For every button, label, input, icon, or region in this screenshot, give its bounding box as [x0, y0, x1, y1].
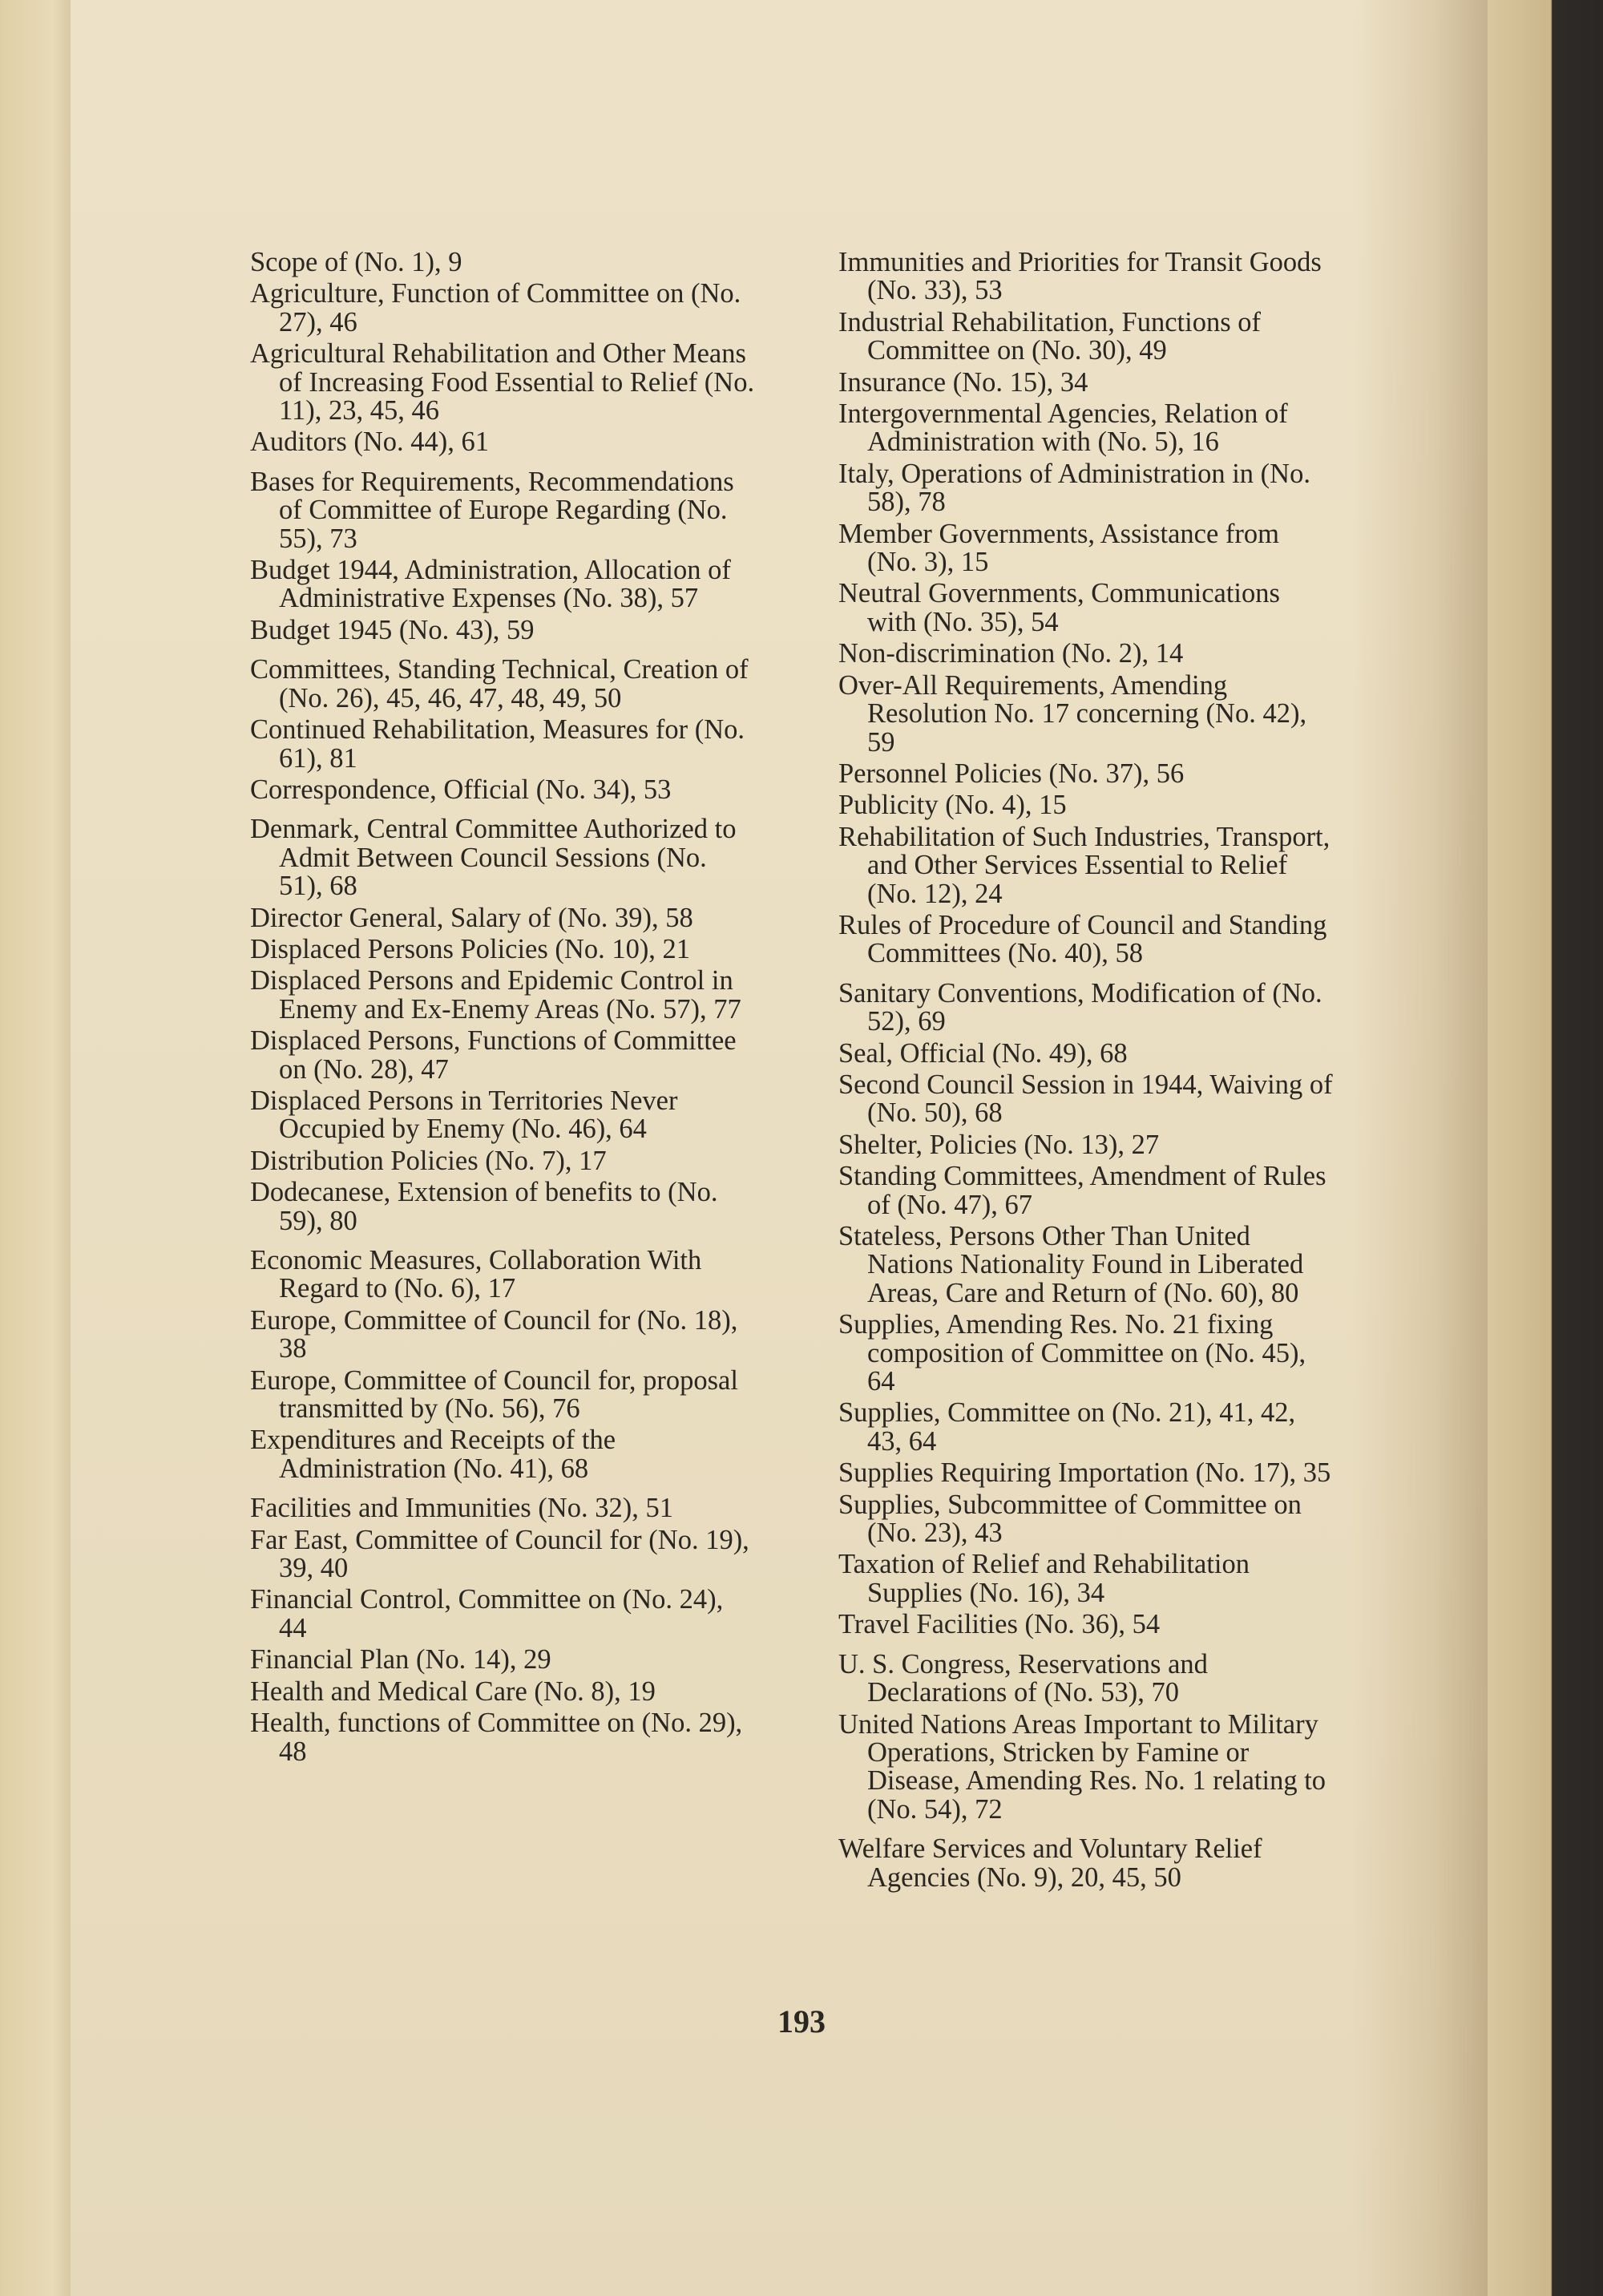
index-entry: Standing Committees, Amendment of Rules of (No. 47), 67	[838, 1161, 1326, 1220]
index-entry: Second Council Session in 1944, Waiving of (No. 50), 68	[838, 1069, 1333, 1129]
index-entry: Displaced Persons, Functions of Committee on (No. 28), 47	[250, 1025, 737, 1085]
index-entry: Industrial Rehabilitation, Functions of Committee on (No. 30), 49	[838, 306, 1262, 366]
index-entry: Member Governments, Assistance from (No. 3), 15	[838, 518, 1279, 578]
index-entry: Budget 1945 (No. 43), 59	[250, 614, 535, 645]
index-entry: Displaced Persons in Territories Never Occupied by Enemy (No. 46), 64	[250, 1085, 678, 1145]
index-entry: Travel Facilities (No. 36), 54	[838, 1609, 1161, 1640]
index-entry: United Nations Areas Important to Military Operations, Stricken by Famine or Disease, Amending Res. No. 1 relating to (No. 54), 72	[838, 1708, 1326, 1825]
index-entry: Rehabilitation of Such Industries, Transport, and Other Services Essential to Relief (No. 12), 24	[838, 821, 1330, 909]
index-column-right	[838, 249, 1335, 1895]
index-entry: Non-discrimination (No. 2), 14	[838, 638, 1184, 669]
index-entry: Agricultural Rehabilitation and Other Means of Increasing Food Essential to Relief (No. 11), 23, 45, 46	[250, 338, 755, 426]
index-entry: Correspondence, Official (No. 34), 53	[250, 774, 672, 805]
page-curl-shadow	[1351, 0, 1488, 2296]
index-entry: Auditors (No. 44), 61	[250, 426, 490, 458]
index-entry: Over-All Requirements, Amending Resolution No. 17 concerning (No. 42), 59	[838, 669, 1307, 758]
index-entry: Displaced Persons and Epidemic Control in Enemy and Ex-Enemy Areas (No. 57), 77	[250, 965, 741, 1025]
index-entry: Personnel Policies (No. 37), 56	[838, 758, 1185, 789]
index-entry: Scope of (No. 1), 9	[250, 247, 462, 277]
index-entry: Bases for Requirements, Recommendations of Committee of Europe Regarding (No. 55), 73	[250, 466, 734, 554]
index-entry: Displaced Persons Policies (No. 10), 21	[250, 933, 691, 964]
index-entry: Director General, Salary of (No. 39), 58	[250, 902, 693, 933]
index-entry: Distribution Policies (No. 7), 17	[250, 1145, 607, 1176]
index-entry: Taxation of Relief and Rehabilitation Supplies (No. 16), 34	[838, 1549, 1250, 1608]
index-column-left	[250, 249, 755, 1769]
index-entry: Health and Medical Care (No. 8), 19	[250, 1676, 656, 1707]
index-entry: Seal, Official (No. 49), 68	[838, 1037, 1128, 1069]
index-entry: Facilities and Immunities (No. 32), 51	[250, 1493, 673, 1524]
index-entry: Economic Measures, Collaboration With Regard to (No. 6), 17	[250, 1245, 702, 1304]
index-entry: Health, functions of Committee on (No. 29), 48	[250, 1708, 743, 1767]
index-entry: Supplies, Subcommittee of Committee on (No. 23), 43	[838, 1489, 1302, 1549]
page-number: 193	[777, 2003, 826, 2039]
page-stack-edge	[1488, 0, 1603, 2296]
index-entry: Publicity (No. 4), 15	[838, 790, 1067, 821]
index-entry: Supplies Requiring Importation (No. 17), 35	[838, 1457, 1331, 1489]
index-entry: Intergovernmental Agencies, Relation of Administration with (No. 5), 16	[838, 398, 1288, 458]
index-entry: Europe, Committee of Council for (No. 18), 38	[250, 1304, 738, 1364]
index-entry: Committees, Standing Technical, Creation of (No. 26), 45, 46, 47, 48, 49, 50	[250, 654, 749, 713]
index-entry: U. S. Congress, Reservations and Declarations of (No. 53), 70	[838, 1648, 1208, 1708]
index-entry: Neutral Governments, Communications with (No. 35), 54	[838, 578, 1280, 637]
index-entry: Sanitary Conventions, Modification of (No. 52), 69	[838, 977, 1322, 1037]
index-entry: Immunities and Priorities for Transit Goods (No. 33), 53	[838, 247, 1322, 306]
index-entry: Dodecanese, Extension of benefits to (No. 59), 80	[250, 1177, 718, 1236]
index-entry: Continued Rehabilitation, Measures for (No. 61), 81	[250, 714, 745, 774]
index-entry: Budget 1944, Administration, Allocation of Administrative Expenses (No. 38), 57	[250, 555, 731, 614]
index-entry: Insurance (No. 15), 34	[838, 366, 1088, 398]
index-entry: Welfare Services and Voluntary Relief Agencies (No. 9), 20, 45, 50	[838, 1833, 1262, 1893]
index-entry: Financial Plan (No. 14), 29	[250, 1644, 551, 1676]
index-entry: Supplies, Amending Res. No. 21 fixing composition of Committee on (No. 45), 64	[838, 1309, 1306, 1397]
index-entry: Denmark, Central Committee Authorized to Admit Between Council Sessions (No. 51), 68	[250, 814, 737, 902]
index-entry: Supplies, Committee on (No. 21), 41, 42, 43, 64	[838, 1397, 1296, 1457]
index-entry: Europe, Committee of Council for, proposal transmitted by (No. 56), 76	[250, 1364, 738, 1425]
index-entry: Financial Control, Committee on (No. 24), 44	[250, 1584, 724, 1643]
index-entry: Stateless, Persons Other Than United Nations Nationality Found in Liberated Areas, Care and Return of (No. 60), 80	[838, 1221, 1304, 1308]
index-entry: Rules of Procedure of Council and Standing Committees (No. 40), 58	[838, 909, 1327, 969]
index-entry: Shelter, Policies (No. 13), 27	[838, 1129, 1160, 1160]
index-entry: Expenditures and Receipts of the Administration (No. 41), 68	[250, 1425, 616, 1484]
index-entry: Agriculture, Function of Committee on (No. 27), 46	[250, 278, 741, 338]
index-entry: Far East, Committee of Council for (No. 19), 39, 40	[250, 1524, 749, 1584]
index-entry: Italy, Operations of Administration in (No. 58), 78	[838, 458, 1310, 518]
